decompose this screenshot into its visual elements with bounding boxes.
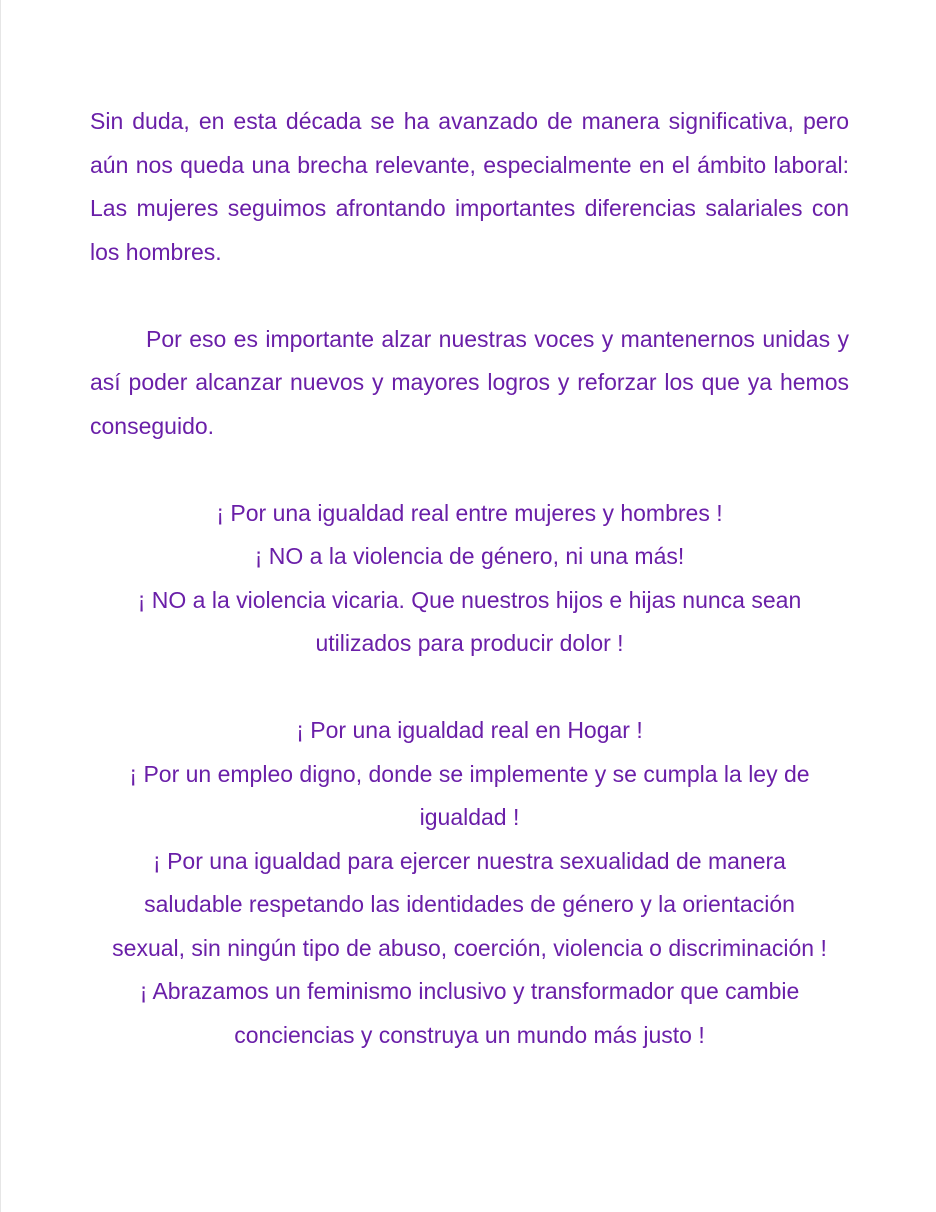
slogan-no-gender-violence: ¡ NO a la violencia de género, ni una más! — [254, 543, 685, 569]
slogan-real-equality: ¡ Por una igualdad real entre mujeres y hombres ! — [216, 499, 723, 526]
spacer — [90, 448, 849, 492]
spacer — [90, 666, 849, 710]
document-body — [90, 100, 849, 1057]
spacer — [90, 274, 849, 318]
paragraph-salary-gap: Sin duda, en esta década se ha avanzado de manera significativa, pero aún nos queda una brecha relevante, especialmente en el ámbito laboral: Las mujeres seguimos afrontando importantes diferencias salariales con los hombres. — [90, 108, 849, 265]
slogan-inclusive-feminism: ¡ Abrazamos un feminismo inclusivo y transformador que cambie conciencias y construya un mundo más justo ! — [139, 978, 800, 1048]
slogan-no-vicarious-violence: ¡ NO a la violencia vicaria. Que nuestros hijos e hijas nunca sean utilizados para producir dolor ! — [137, 586, 802, 656]
paragraph-raise-voices: Por eso es importante alzar nuestras voces y mantenernos unidas y así poder alcanzar nuevos y mayores logros y reforzar los que ya hemos conseguido. — [90, 325, 849, 439]
slogan-equality-home: ¡ Por una igualdad real en Hogar ! — [296, 717, 643, 743]
slogan-sexual-health: ¡ Por una igualdad para ejercer nuestra sexualidad de manera saludable respetando las identidades de género y la orientación sexual, sin ningún tipo de abuso, coerción, violencia o discriminación ! — [112, 847, 827, 961]
slogan-decent-employment: ¡ Por un empleo digno, donde se implemente y se cumpla la ley de igualdad ! — [129, 760, 810, 830]
